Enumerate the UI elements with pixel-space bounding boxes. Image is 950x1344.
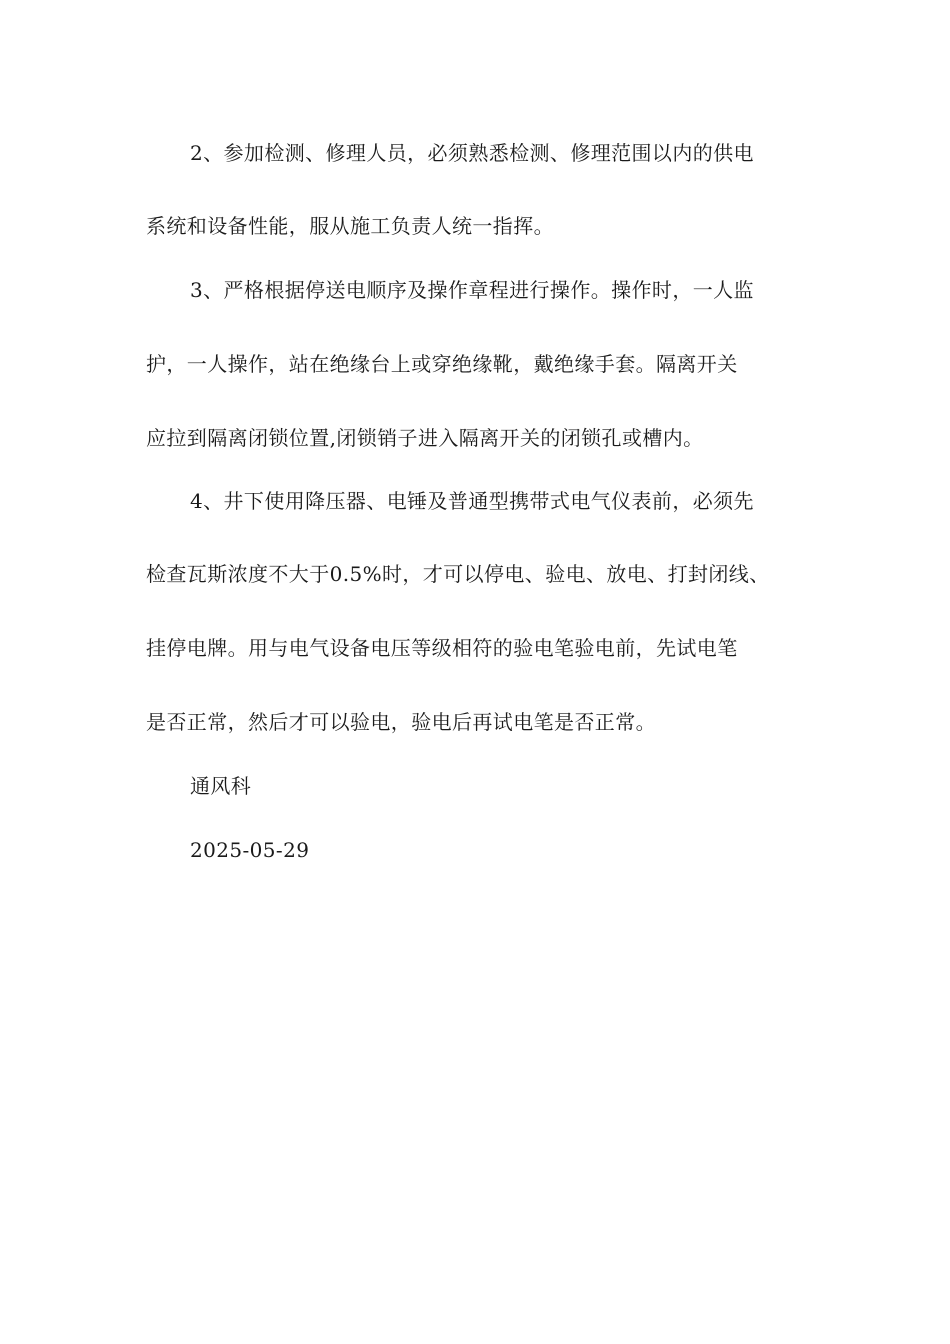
paragraph-3-line-1: 3、严格根据停送电顺序及操作章程进行操作。操作时，一人监 — [190, 278, 754, 302]
paragraph-4-line-3: 挂停电牌。用与电气设备电压等级相符的验电笔验电前，先试电笔 — [146, 636, 738, 660]
paragraph-4-line-1: 4、井下使用降压器、电锤及普通型携带式电气仪表前，必须先 — [190, 489, 754, 513]
paragraph-3-line-2: 护，一人操作，站在绝缘台上或穿绝缘靴，戴绝缘手套。隔离开关 — [146, 352, 738, 376]
signature-department: 通风科 — [190, 774, 252, 798]
signature-date: 2025-05-29 — [190, 838, 310, 862]
paragraph-3-line-3: 应拉到隔离闭锁位置,闭锁销子进入隔离开关的闭锁孔或槽内。 — [146, 426, 704, 450]
paragraph-2-line-1: 2、参加检测、修理人员，必须熟悉检测、修理范围以内的供电 — [190, 141, 754, 165]
paragraph-4-line-2: 检查瓦斯浓度不大于0.5%时，才可以停电、验电、放电、打封闭线、 — [146, 562, 770, 586]
paragraph-4-line-4: 是否正常，然后才可以验电，验电后再试电笔是否正常。 — [146, 710, 656, 734]
paragraph-2-line-2: 系统和设备性能，服从施工负责人统一指挥。 — [146, 214, 554, 238]
